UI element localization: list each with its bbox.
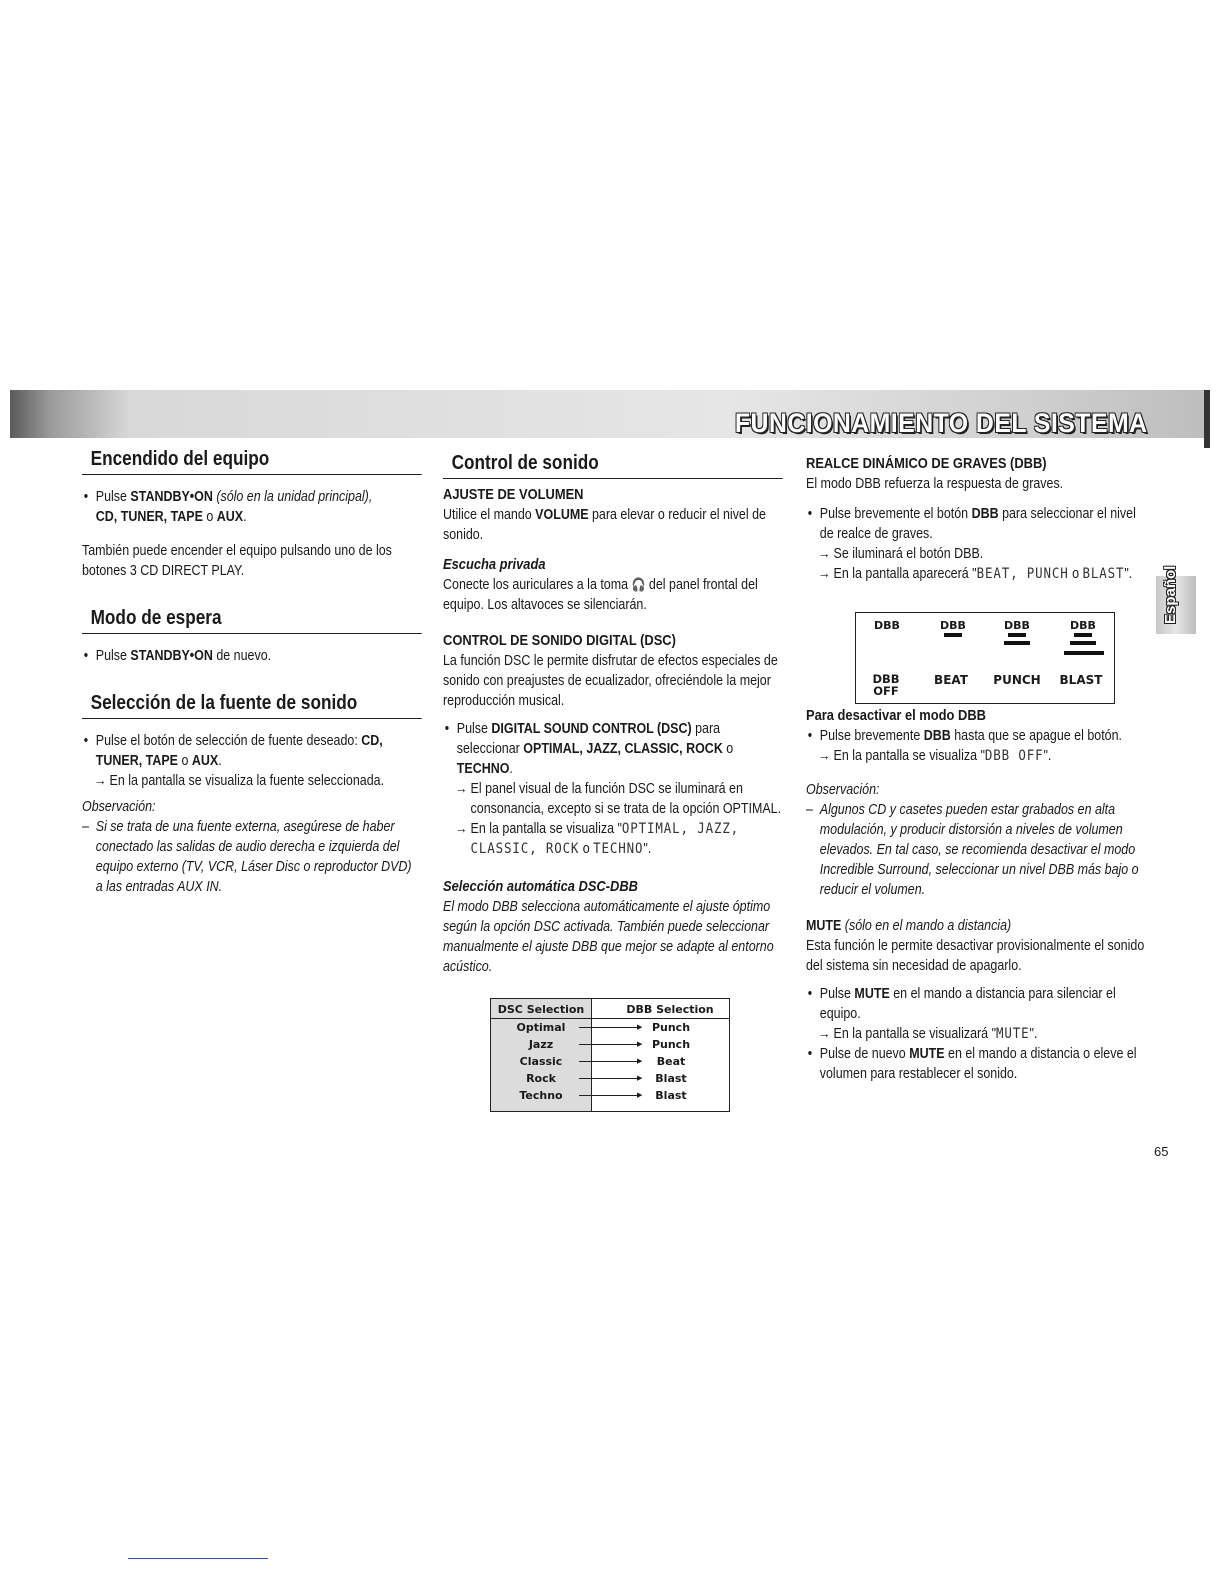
table-row — [491, 1070, 729, 1087]
table-row — [491, 1053, 729, 1070]
text: o — [722, 741, 734, 757]
arrow-icon: → — [818, 566, 831, 582]
desactivar-bullet — [806, 726, 1147, 746]
mute-para: Esta función le permite desactivar provisionalmente el sonido del sistema sin necesidad de apagarlo. — [806, 938, 1145, 974]
arrow-head-icon: ▶ — [637, 1074, 643, 1082]
arrow-icon: → — [818, 748, 831, 764]
text: para elevar o reducir el nivel de sonido. — [443, 507, 766, 543]
text: Pulse — [95, 648, 131, 664]
volume-label: VOLUME — [535, 507, 589, 523]
text: En la pantalla se visualiza la fuente seleccionada. — [109, 773, 385, 789]
heading-fuente: Selección de la fuente de sonido — [82, 690, 422, 719]
text: en el mando a distancia para silenciar el equipo. — [819, 986, 1116, 1022]
lcd-text: BEAT, PUNCH — [976, 566, 1069, 582]
text: o — [1068, 566, 1083, 582]
dsc-para: La función DSC le permite disfrutar de efectos especiales de sonido con preajustes de ecualizador, ofreciéndole la mejor reproducción musical. — [443, 653, 778, 709]
dbb-bullet — [806, 504, 1141, 544]
espera-bullet — [82, 646, 422, 666]
text: Si se trata de una fuente externa, asegúrese de haber conectado las salidas de audio derecha e izquierda del equipo externo (TV, VCR, Láser Disc o reproductor DVD) a las entradas AUX IN. — [95, 819, 412, 895]
text: del panel frontal del equipo. Los altavoces se silenciarán. — [443, 577, 758, 613]
heading-control: Control de sonido — [443, 450, 783, 479]
lcd-text: TECHNO — [593, 841, 644, 857]
text: ". — [1124, 566, 1133, 582]
language-tab — [1156, 565, 1196, 634]
text: ". — [643, 841, 652, 857]
dsc-cell: Rock — [526, 1072, 556, 1085]
sources-label: TUNER, TAPE — [95, 753, 178, 769]
text: Pulse brevemente el botón — [819, 506, 972, 522]
text: hasta que se apague el botón. — [950, 728, 1123, 744]
text: Pulse — [456, 721, 492, 737]
mute-title — [806, 916, 1147, 936]
mute-bullet-1 — [806, 984, 1147, 1024]
arrow-head-icon: ▶ — [637, 1091, 643, 1099]
dsc-dbb-table — [490, 998, 730, 1112]
dbb-level-bar — [1074, 633, 1092, 637]
dbb-level-bar — [1070, 641, 1096, 645]
text: ". — [1029, 1026, 1038, 1042]
heading-encendido: Encendido del equipo — [82, 446, 422, 475]
dbb-mode-label: DBB OFF — [872, 672, 900, 698]
heading-espera: Modo de espera — [82, 605, 422, 634]
cd-label: CD, — [361, 733, 383, 749]
dbb-cell: Beat — [656, 1055, 686, 1068]
table-head-dbb: DBB Selection — [626, 1003, 714, 1016]
volumen-title: AJUSTE DE VOLUMEN — [443, 486, 584, 503]
arrow-icon: → — [94, 773, 107, 789]
text: Conecte los auriculares a la toma — [443, 577, 632, 593]
lcd-text: BLAST — [1082, 566, 1125, 582]
text: . — [218, 753, 222, 769]
dsc-cell: Jazz — [528, 1038, 554, 1051]
text: Se iluminará el botón DBB. — [833, 546, 984, 562]
dbb-level-bar — [1008, 633, 1026, 637]
arrow-head-icon: ▶ — [637, 1057, 643, 1065]
dbb-top-label: DBB — [1070, 619, 1096, 632]
text: Pulse el botón de selección de fuente deseado: — [95, 733, 362, 749]
mute-bullet-2 — [806, 1044, 1147, 1084]
text: ". — [1043, 748, 1052, 764]
volumen-para — [443, 505, 783, 545]
text: para seleccionar el nivel de realce de graves. — [819, 506, 1136, 542]
right-column-bottom — [806, 706, 1147, 1084]
dsc-arrow-1 — [443, 779, 783, 819]
table-row — [491, 1087, 729, 1104]
lcd-text: DBB OFF — [984, 748, 1044, 764]
dbb-top-label: DBB — [940, 619, 966, 632]
text: en el mando a distancia o eleve el volumen para restablecer el sonido. — [819, 1046, 1137, 1082]
dbb-top-label: DBB — [1004, 619, 1030, 632]
auto-para: El modo DBB selecciona automáticamente el ajuste óptimo según la opción DSC activada. También puede seleccionar manualmente el ajuste DBB que mejor se adapte al entorno acústico. — [443, 899, 774, 975]
left-column — [82, 446, 422, 897]
mute-label: MUTE — [806, 918, 842, 934]
text: En la pantalla se visualiza " — [470, 821, 622, 837]
arrow-head-icon: ▶ — [637, 1023, 643, 1031]
privada-title: Escucha privada — [443, 556, 546, 573]
desactivar-obs-label: Observación: — [806, 782, 880, 798]
text: En la pantalla aparecerá " — [833, 566, 977, 582]
dbb-para: El modo DBB refuerza la respuesta de graves. — [806, 476, 1064, 492]
mute-label: MUTE — [854, 986, 890, 1002]
dbb-top-label: DBB — [874, 619, 900, 632]
dbb-level-bar — [1064, 651, 1104, 655]
text: Pulse brevemente — [819, 728, 924, 744]
arrow-icon: → — [455, 781, 468, 797]
text: En la pantalla se visualizará " — [833, 1026, 996, 1042]
lcd-text: MUTE — [995, 1026, 1030, 1042]
dbb-mode-label: PUNCH — [993, 673, 1041, 687]
mute-label: MUTE — [909, 1046, 945, 1062]
encendido-bullet — [82, 487, 422, 527]
dsc-arrow-2 — [443, 819, 783, 859]
table-head-dsc: DSC Selection — [497, 1003, 585, 1016]
fuente-bullet — [82, 731, 422, 771]
arrow-icon: → — [818, 546, 831, 562]
note: (sólo en el mando a distancia) — [841, 918, 1012, 934]
language-tab-label: Español — [1162, 565, 1179, 624]
text: Algunos CD y casetes pueden estar grabados en alta modulación, y producir distorsión a niveles de volumen elevados. En tal caso, se recomienda desactivar el modo Incredible Surround, seleccionar un nivel DBB más bajo o reducir el volumen. — [819, 802, 1139, 898]
text: . — [509, 761, 513, 777]
dbb-cell: Punch — [651, 1038, 691, 1051]
dsc-label: DIGITAL SOUND CONTROL (DSC) — [491, 721, 692, 737]
aux-label: AUX — [216, 509, 244, 525]
sources-label: CD, TUNER, TAPE — [95, 509, 203, 525]
dsc-cell: Classic — [519, 1055, 563, 1068]
table-header — [491, 1001, 729, 1019]
dbb-label: DBB — [923, 728, 951, 744]
middle-column — [443, 450, 783, 977]
dbb-cell: Blast — [655, 1072, 687, 1085]
dbb-mode-label: BLAST — [1059, 673, 1103, 687]
text: o — [579, 841, 594, 857]
section-title: FUNCIONAMIENTO DEL SISTEMA — [735, 408, 1148, 438]
table-row — [491, 1036, 729, 1053]
dbb-level-bar — [944, 633, 962, 637]
standby-label: STANDBY•ON — [130, 648, 213, 664]
note: (sólo en la unidad principal), — [212, 489, 373, 505]
fuente-obs — [82, 817, 422, 897]
dash-icon: – — [82, 819, 89, 835]
standby-label: STANDBY•ON — [130, 489, 213, 505]
dbb-arrow-2 — [806, 564, 1141, 584]
text: para seleccionar — [456, 721, 721, 757]
text: Pulse — [95, 489, 131, 505]
arrow-icon: → — [455, 821, 468, 837]
text: o — [177, 753, 192, 769]
headphones-icon: 🎧 — [631, 577, 646, 592]
page-number: 65 — [1154, 1144, 1169, 1159]
text: En la pantalla se visualiza " — [833, 748, 985, 764]
arrow-head-icon: ▶ — [637, 1040, 643, 1048]
dsc-bullet — [443, 719, 783, 779]
dbb-label: DBB — [971, 506, 999, 522]
dbb-cell: Punch — [651, 1021, 691, 1034]
section-banner — [10, 390, 1210, 438]
dbb-level-diagram — [855, 612, 1115, 704]
dsc-title: CONTROL DE SONIDO DIGITAL (DSC) — [443, 632, 676, 649]
dbb-title: REALCE DINÁMICO DE GRAVES (DBB) — [806, 455, 1047, 472]
dsc-cell: Techno — [519, 1089, 563, 1102]
aux-label: AUX — [191, 753, 219, 769]
text: o — [202, 509, 217, 525]
table-row — [491, 1019, 729, 1036]
text: de nuevo. — [212, 648, 272, 664]
fuente-arrow — [82, 771, 422, 791]
text: El panel visual de la función DSC se iluminará en consonancia, excepto si se trata de la opción OPTIMAL. — [470, 781, 782, 817]
dbb-cell: Blast — [655, 1089, 687, 1102]
dash-icon: – — [806, 802, 813, 818]
banner-edge-mark — [1204, 390, 1210, 448]
text: . — [243, 509, 247, 525]
auto-title: Selección automática DSC-DBB — [443, 878, 638, 895]
privada-para — [443, 575, 783, 615]
desactivar-obs — [806, 800, 1147, 900]
dbb-mode-label: BEAT — [934, 673, 968, 687]
text: Utilice el mando — [443, 507, 536, 523]
text: Pulse — [819, 986, 855, 1002]
fuente-obs-label: Observación: — [82, 799, 156, 815]
right-column-top — [806, 454, 1141, 584]
dbb-level-bar — [1004, 641, 1030, 645]
mute-arrow — [806, 1024, 1147, 1044]
modes-label: OPTIMAL, JAZZ, CLASSIC, ROCK — [523, 741, 723, 757]
dsc-cell: Optimal — [516, 1021, 566, 1034]
footer-rule — [128, 1558, 268, 1559]
lcd-text: OPTIMAL, JAZZ, CLASSIC, ROCK — [470, 821, 740, 857]
desactivar-arrow — [806, 746, 1147, 766]
text: Pulse de nuevo — [819, 1046, 910, 1062]
desactivar-title: Para desactivar el modo DBB — [806, 707, 986, 724]
dbb-arrow-1 — [806, 544, 1141, 564]
techno-label: TECHNO — [456, 761, 510, 777]
arrow-icon: → — [818, 1026, 831, 1042]
encendido-para: También puede encender el equipo pulsando uno de los botones 3 CD DIRECT PLAY. — [82, 543, 392, 579]
